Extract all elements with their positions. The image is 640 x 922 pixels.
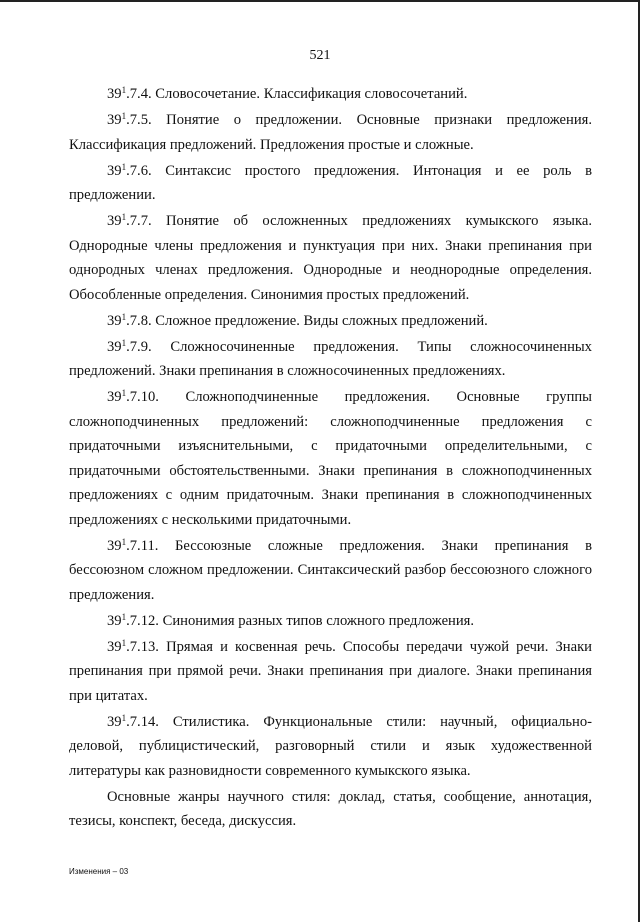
- section-number-superscript: 1: [121, 161, 127, 172]
- paragraph: [69, 309, 592, 334]
- paragraph: [69, 159, 592, 208]
- section-number-suffix: .7.4.: [126, 86, 152, 102]
- section-number-base: 39: [107, 389, 122, 405]
- section-number-suffix: .7.7.: [126, 213, 152, 229]
- paragraph-text: Сложное предложение. Виды сложных предложений.: [155, 312, 488, 329]
- section-number: [107, 163, 152, 179]
- paragraph-text: Сложноподчиненные предложения. Основные группы сложноподчиненных предложений: сложноподчиненные предложения с придаточными изъяснительными, с придаточными определительными, с придаточными обстоятельственными. Знаки препинания в сложноподчиненных предложениях с одним придаточным. Знаки препинания в сложноподчиненных предложениях с несколькими придаточными.: [69, 389, 592, 528]
- paragraph: [69, 609, 592, 634]
- section-number: [107, 538, 158, 554]
- section-number-superscript: 1: [121, 388, 127, 399]
- section-number: [107, 339, 152, 355]
- paragraph-text: Синтаксис простого предложения. Интонация и ее роль в предложении.: [69, 162, 592, 203]
- paragraph-text: Словосочетание. Классификация словосочетаний.: [155, 86, 468, 102]
- section-number-superscript: 1: [121, 212, 127, 223]
- section-number: [107, 86, 152, 102]
- section-number-suffix: .7.11.: [126, 537, 159, 554]
- section-number-suffix: .7.14.: [126, 713, 159, 730]
- paragraph-text: Сложносочиненные предложения. Типы сложносочиненных предложений. Знаки препинания в сложносочиненных предложениях.: [69, 338, 592, 379]
- section-number-superscript: 1: [121, 712, 127, 723]
- section-number: [107, 714, 159, 730]
- section-number-base: 39: [107, 638, 122, 655]
- paragraph: [69, 785, 592, 834]
- section-number-superscript: 1: [121, 536, 127, 547]
- section-number-base: 39: [107, 112, 122, 128]
- section-number-suffix: .7.8.: [126, 312, 152, 329]
- section-number-suffix: .7.10.: [126, 389, 159, 405]
- section-number-suffix: .7.5.: [126, 112, 152, 128]
- section-number: [107, 213, 152, 229]
- section-number-superscript: 1: [121, 337, 127, 348]
- page-border-top: [0, 0, 640, 2]
- paragraph-text: Синонимия разных типов сложного предложения.: [162, 612, 475, 629]
- section-number-suffix: .7.9.: [126, 338, 152, 355]
- section-number: [107, 389, 159, 405]
- section-number: [107, 639, 159, 655]
- section-number-superscript: 1: [121, 611, 127, 622]
- section-number: [107, 313, 152, 329]
- paragraph-text: Понятие о предложении. Основные признаки предложения. Классификация предложений. Предложения простые и сложные.: [69, 112, 592, 153]
- section-number-suffix: .7.6.: [126, 162, 152, 179]
- section-number-base: 39: [107, 162, 122, 179]
- paragraph: [69, 710, 592, 784]
- paragraph-text: Бессоюзные сложные предложения. Знаки препинания в бессоюзном сложном предложении. Синтаксический разбор бессоюзного сложного предложения.: [69, 537, 592, 603]
- section-number-base: 39: [107, 312, 122, 329]
- section-number-base: 39: [107, 612, 122, 629]
- section-number-superscript: 1: [121, 85, 127, 96]
- section-number-superscript: 1: [121, 311, 127, 322]
- paragraph-text: Основные жанры научного стиля: доклад, статья, сообщение, аннотация, тезисы, конспект, беседа, дискуссия.: [69, 788, 592, 829]
- section-number-suffix: .7.13.: [126, 638, 159, 655]
- section-number: [107, 112, 152, 128]
- footer-revision-note: Изменения – 03: [69, 867, 129, 876]
- section-number-base: 39: [107, 713, 122, 730]
- paragraph: [69, 335, 592, 384]
- section-number-superscript: 1: [121, 111, 127, 122]
- section-number-base: 39: [107, 537, 122, 554]
- section-number-base: 39: [107, 86, 122, 102]
- section-number-base: 39: [107, 338, 122, 355]
- paragraph: [69, 385, 592, 532]
- paragraph-text: Стилистика. Функциональные стили: научный, официально-деловой, публицистический, разговорный стили и язык художественной литературы как разновидности современного кумыкского языка.: [69, 713, 592, 779]
- paragraph: [69, 635, 592, 709]
- section-number-superscript: 1: [121, 637, 127, 648]
- section-number-suffix: .7.12.: [126, 612, 159, 629]
- paragraph-text: Прямая и косвенная речь. Способы передачи чужой речи. Знаки препинания при прямой речи. Знаки препинания при диалоге. Знаки препинания при цитатах.: [69, 638, 592, 704]
- paragraph: [69, 534, 592, 608]
- paragraph-text: Понятие об осложненных предложениях кумыкского языка. Однородные члены предложения и пунктуация при них. Знаки препинания при однородных членах предложения. Однородные и неоднородные определения. Обособленные определения. Синонимия простых предложений.: [69, 213, 592, 303]
- paragraph: [69, 209, 592, 307]
- section-number-base: 39: [107, 213, 122, 229]
- paragraph: [69, 82, 592, 107]
- section-number: [107, 613, 159, 629]
- paragraph: [69, 108, 592, 157]
- page-number: 521: [309, 48, 331, 63]
- document-body: [69, 82, 592, 835]
